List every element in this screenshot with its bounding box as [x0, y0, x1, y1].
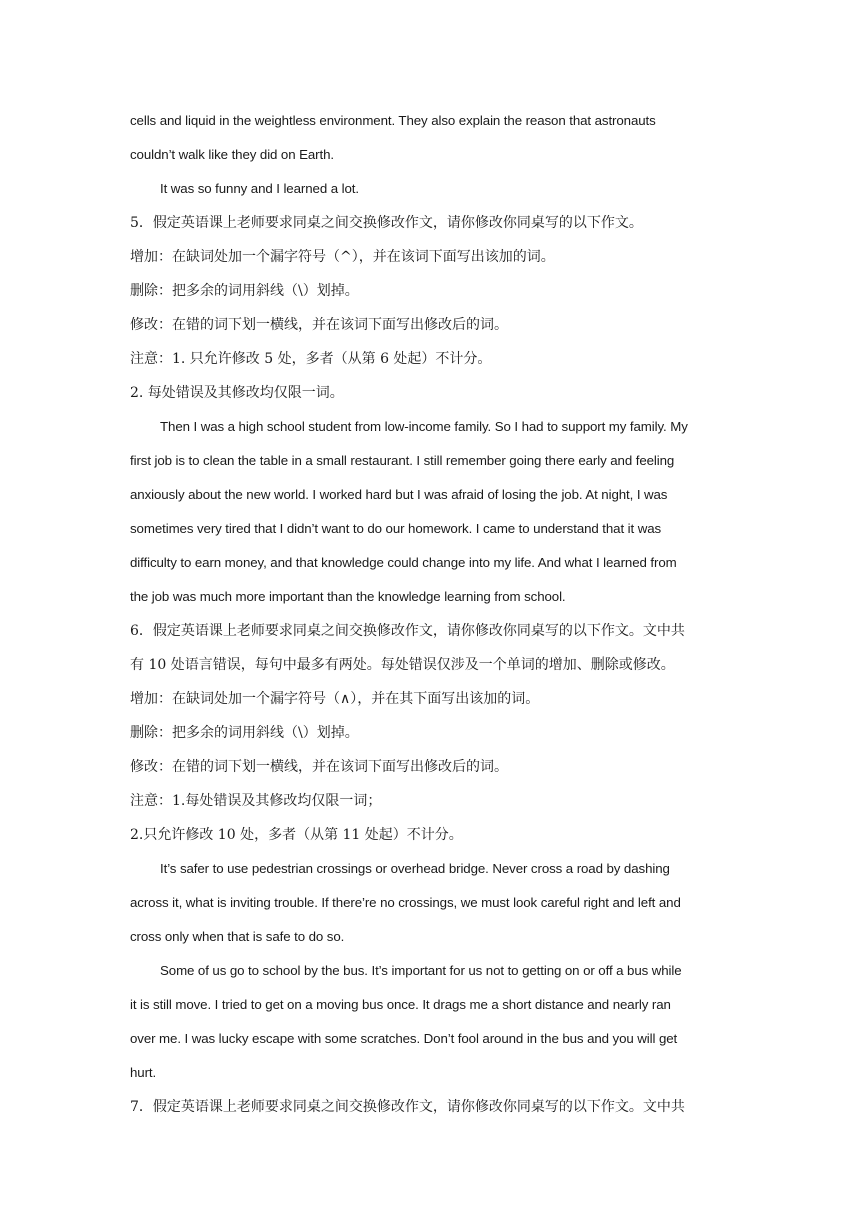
instruction-line: 2. 每处错误及其修改均仅限一词。: [130, 385, 344, 401]
text-line: difficulty to earn money, and that knowledge could change into my life. And what I learned from: [130, 555, 677, 570]
instruction-line: 注意：1. 只允许修改 5 处，多者（从第 6 处起）不计分。: [130, 351, 492, 367]
text-line: cells and liquid in the weightless environment. They also explain the reason that astronauts: [130, 113, 656, 128]
text-line: Some of us go to school by the bus. It’s important for us not to getting on or off a bus while: [160, 963, 682, 978]
instruction-line: 增加：在缺词处加一个漏字符号（^），并在该词下面写出该加的词。: [130, 249, 555, 265]
instruction-line: 删除：把多余的词用斜线（\）划掉。: [130, 725, 359, 741]
text-line: sometimes very tired that I didn’t want to do our homework. I came to understand that it was: [130, 521, 662, 536]
text-line: It was so funny and I learned a lot.: [160, 181, 359, 196]
instruction-line: 修改：在错的词下划一横线，并在该词下面写出修改后的词。: [130, 759, 508, 775]
instruction-line: 2.只允许修改 10 处，多者（从第 11 处起）不计分。: [130, 827, 463, 843]
document-body: [130, 104, 730, 1124]
question-heading: 6．假定英语课上老师要求同桌之间交换修改作文，请你修改你同桌写的以下作文。文中共: [130, 623, 685, 639]
text-line: it is still move. I tried to get on a moving bus once. It drags me a short distance and nearly ran: [130, 997, 671, 1012]
text-line: It’s safer to use pedestrian crossings or overhead bridge. Never cross a road by dashing: [160, 861, 670, 876]
text-line: hurt.: [130, 1065, 157, 1080]
question-heading: 7．假定英语课上老师要求同桌之间交换修改作文，请你修改你同桌写的以下作文。文中共: [130, 1099, 685, 1115]
instruction-line: 注意：1.每处错误及其修改均仅限一词；: [130, 793, 382, 809]
text-line: cross only when that is safe to do so.: [130, 929, 345, 944]
text-line: across it, what is inviting trouble. If there’re no crossings, we must look careful right and left and: [130, 895, 681, 910]
question-heading: 5．假定英语课上老师要求同桌之间交换修改作文，请你修改你同桌写的以下作文。: [130, 215, 643, 231]
text-line: Then I was a high school student from low-income family. So I had to support my family. My: [160, 419, 688, 434]
text-line: over me. I was lucky escape with some scratches. Don’t fool around in the bus and you will get: [130, 1031, 678, 1046]
text-line: couldn’t walk like they did on Earth.: [130, 147, 334, 162]
text-line: anxiously about the new world. I worked hard but I was afraid of losing the job. At night, I was: [130, 487, 668, 502]
instruction-line: 删除：把多余的词用斜线（\）划掉。: [130, 283, 359, 299]
instruction-line: 有 10 处语言错误，每句中最多有两处。每处错误仅涉及一个单词的增加、删除或修改。: [130, 657, 675, 673]
instruction-line: 修改：在错的词下划一横线，并在该词下面写出修改后的词。: [130, 317, 508, 333]
text-line: first job is to clean the table in a small restaurant. I still remember going there early and feeling: [130, 453, 675, 468]
instruction-line: 增加：在缺词处加一个漏字符号（∧），并在其下面写出该加的词。: [130, 691, 540, 707]
text-line: the job was much more important than the knowledge learning from school.: [130, 589, 566, 604]
